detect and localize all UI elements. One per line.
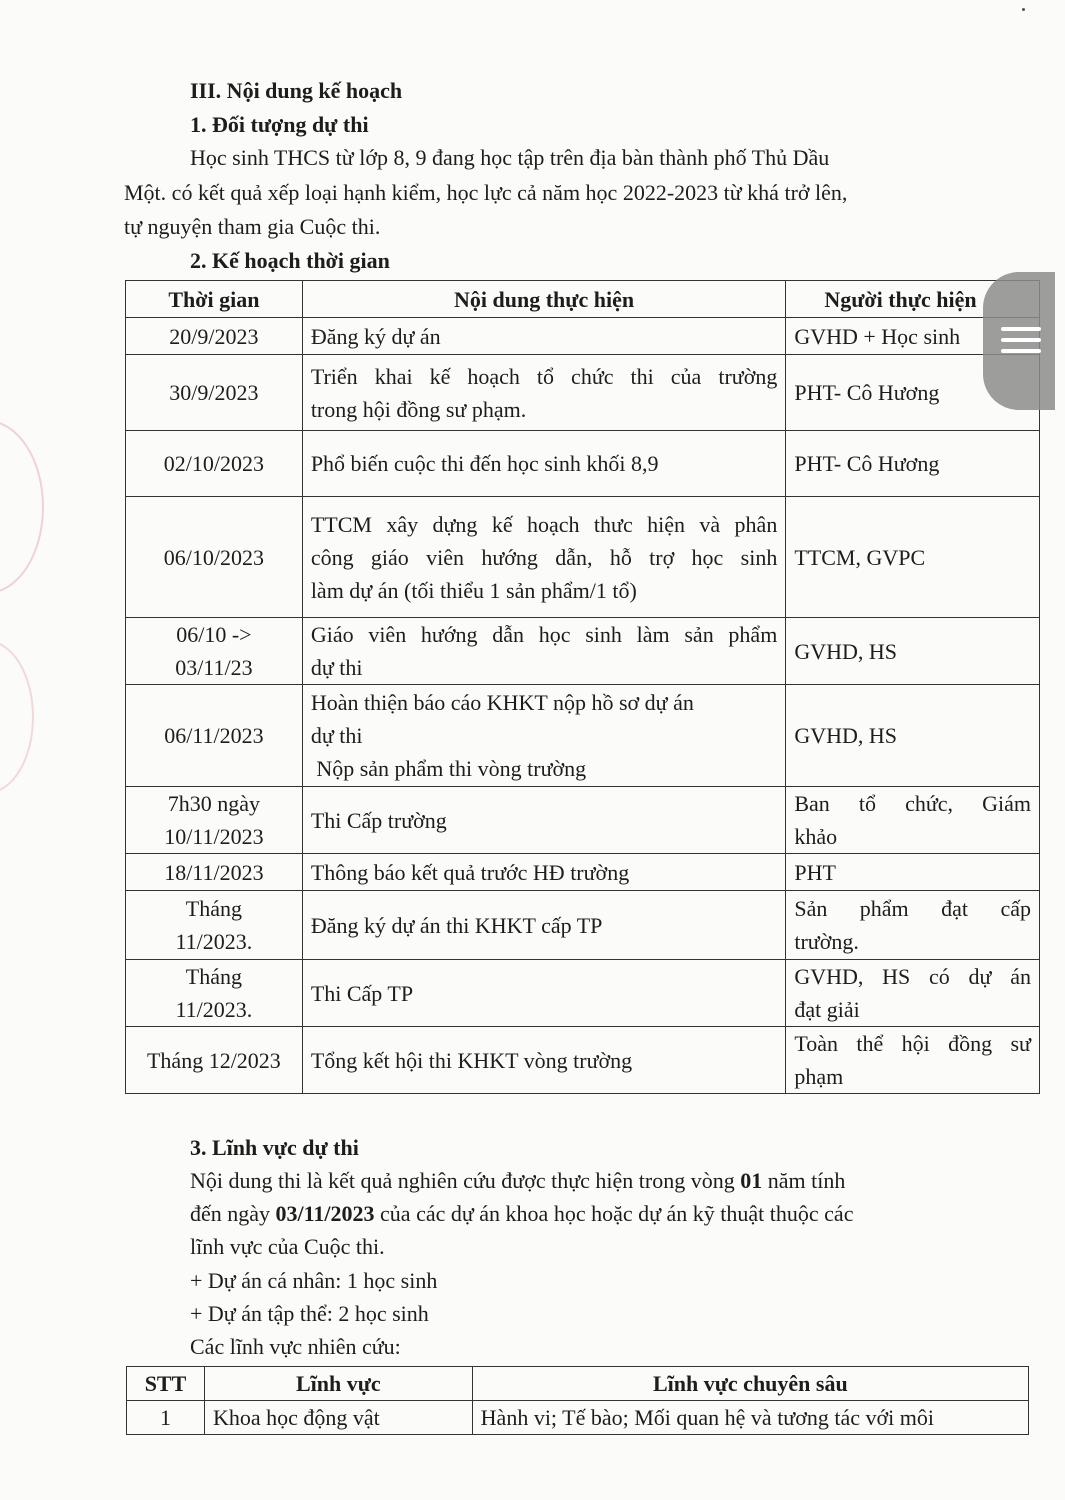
table-row — [126, 618, 1040, 685]
schedule-person — [786, 497, 1040, 618]
schedule-person-line: PHT — [794, 859, 836, 885]
schedule-time-line: Tháng — [185, 896, 242, 921]
schedule-person-line: đạt giải — [794, 997, 860, 1022]
schedule-content-line: Nộp sản phẩm thi vòng trường — [310, 756, 587, 781]
s3-p1-text: Nội dung thi là kết quả nghiên cứu được thực hiện trong vòng — [190, 1168, 741, 1193]
schedule-person-line: GVHD, HS — [794, 638, 898, 664]
schedule-time — [126, 355, 303, 431]
schedule-time — [126, 685, 303, 787]
schedule-time-line: 06/11/2023 — [164, 723, 264, 748]
schedule-content-line: dự thi — [310, 655, 363, 680]
s3-para-line-2 — [190, 1201, 853, 1227]
schedule-time — [126, 618, 303, 685]
header-time: Thời gian — [126, 281, 303, 318]
schedule-content-line: Giáo viên hướng dẫn học sinh làm sản phẩm — [310, 622, 778, 647]
handle-grip-line-icon — [1001, 327, 1041, 331]
s3-p1-tail: năm tính — [762, 1168, 846, 1193]
s3-para-line-1 — [190, 1168, 845, 1194]
speck — [1022, 8, 1025, 11]
s3-group-project: + Dự án tập thể: 2 học sinh — [190, 1301, 429, 1326]
schedule-content-line: dự thi — [310, 723, 363, 748]
schedule-person — [786, 618, 1040, 685]
schedule-content-line: Hoàn thiện báo cáo KHKT nộp hồ sơ dự án — [310, 690, 694, 715]
fields-header-field: Lĩnh vực — [204, 1367, 472, 1401]
schedule-content — [302, 431, 786, 497]
section-3-title: 3. Lĩnh vực dự thi — [190, 1135, 359, 1160]
s3-p2-bold: 03/11/2023 — [275, 1201, 375, 1226]
table-row — [127, 1401, 1029, 1435]
schedule-person — [786, 960, 1040, 1027]
schedule-person-line: trường. — [794, 929, 859, 954]
table-row — [126, 431, 1040, 497]
table-row — [126, 1027, 1040, 1094]
s1-line-2: Một. có kết quả xếp loại hạnh kiểm, học lực cả năm học 2022-2023 từ khá trở lên, — [124, 180, 848, 205]
schedule-time-line: 20/9/2023 — [169, 323, 259, 349]
schedule-person-line: TTCM, GVPC — [794, 544, 926, 570]
schedule-person-line: Ban tổ chức, Giám — [794, 791, 1031, 816]
schedule-content-line: Đăng ký dự án thi KHKT cấp TP — [310, 912, 603, 938]
s3-p2-tail: của các dự án khoa học hoặc dự án kỹ thuật thuộc các — [374, 1201, 854, 1226]
schedule-person — [786, 685, 1040, 787]
red-seal-mark-lower — [0, 640, 34, 794]
s1-line-3: tự nguyện tham gia Cuộc thi. — [124, 214, 381, 239]
schedule-time-line: 7h30 ngày — [167, 791, 261, 816]
schedule-time-line: Tháng — [185, 964, 242, 989]
schedule-content-line: Thi Cấp trường — [310, 807, 447, 833]
schedule-time-line: 11/2023. — [175, 997, 253, 1022]
field-name: Khoa học động vật — [204, 1401, 472, 1435]
schedule-person-line: Sản phẩm đạt cấp — [794, 896, 1031, 921]
table-row — [126, 891, 1040, 960]
schedule-content — [302, 318, 786, 355]
schedule-person-line: GVHD, HS — [794, 723, 898, 748]
schedule-content — [302, 685, 786, 787]
schedule-content — [302, 854, 786, 891]
schedule-time-line: 02/10/2023 — [163, 451, 265, 476]
schedule-person — [786, 431, 1040, 497]
table-row — [126, 685, 1040, 787]
s3-p1-bold: 01 — [740, 1168, 763, 1193]
schedule-table — [125, 280, 1040, 1094]
table-row — [126, 497, 1040, 618]
table-row — [126, 787, 1040, 854]
s3-individual-project: + Dự án cá nhân: 1 học sinh — [190, 1268, 438, 1293]
schedule-person — [786, 891, 1040, 960]
schedule-content-line: trong hội đồng sư phạm. — [310, 396, 527, 422]
schedule-time — [126, 854, 303, 891]
schedule-content — [302, 1027, 786, 1094]
schedule-person-line: GVHD, HS có dự án — [794, 964, 1031, 989]
schedule-content-line: Phổ biến cuộc thi đến học sinh khối 8,9 — [310, 451, 659, 476]
s1-line-1: Học sinh THCS từ lớp 8, 9 đang học tập trên địa bàn thành phố Thủ Dầu — [190, 145, 830, 170]
schedule-time-line: 18/11/2023 — [164, 859, 264, 885]
schedule-person — [786, 787, 1040, 854]
schedule-time — [126, 787, 303, 854]
fields-table — [126, 1366, 1029, 1435]
schedule-time-line: 06/10 -> — [176, 622, 252, 647]
schedule-time-line: 06/10/2023 — [163, 544, 265, 570]
fields-header-stt: STT — [127, 1367, 205, 1401]
scroll-handle[interactable] — [983, 272, 1055, 410]
schedule-content-line: TTCM xây dựng kế hoạch thưc hiện và phân — [310, 511, 778, 537]
schedule-content — [302, 891, 786, 960]
handle-grip-line-icon — [1001, 349, 1041, 353]
schedule-person-line: Toàn thể hội đồng sư — [794, 1031, 1031, 1056]
schedule-person-line: khảo — [794, 824, 838, 849]
schedule-person-line: phạm — [794, 1064, 844, 1089]
schedule-person-line: PHT- Cô Hương — [794, 451, 940, 476]
schedule-time-line: 30/9/2023 — [169, 380, 259, 405]
fields-header-detail: Lĩnh vực chuyên sâu — [472, 1367, 1028, 1401]
schedule-content — [302, 787, 786, 854]
field-detail: Hành vi; Tế bào; Mối quan hệ và tương tác với môi — [472, 1401, 1028, 1435]
fields-header-row — [127, 1367, 1029, 1401]
schedule-person-line: PHT- Cô Hương — [794, 380, 940, 405]
schedule-content-line: Đăng ký dự án — [310, 323, 441, 349]
schedule-content-line: Thi Cấp TP — [310, 980, 414, 1006]
table-row — [126, 854, 1040, 891]
handle-grip-line-icon — [1001, 338, 1041, 342]
s3-p2-text: đến ngày — [190, 1201, 276, 1226]
schedule-content-line: Thông báo kết quả trước HĐ trường — [310, 859, 630, 885]
schedule-time — [126, 497, 303, 618]
schedule-time — [126, 960, 303, 1027]
section-2-title: 2. Kế hoạch thời gian — [190, 248, 390, 273]
section-title: III. Nội dung kế hoạch — [190, 78, 403, 103]
field-stt: 1 — [127, 1401, 205, 1435]
table-row — [126, 355, 1040, 431]
schedule-content-line: Triển khai kế hoạch tổ chức thi của trường — [310, 363, 778, 389]
schedule-person — [786, 854, 1040, 891]
schedule-time — [126, 318, 303, 355]
table-row — [126, 960, 1040, 1027]
schedule-time — [126, 891, 303, 960]
schedule-header-row — [126, 281, 1040, 318]
schedule-person — [786, 1027, 1040, 1094]
schedule-content — [302, 497, 786, 618]
section-1-title: 1. Đối tượng dự thi — [190, 112, 369, 137]
header-person: Người thực hiện — [786, 281, 1040, 318]
schedule-content-line: công giáo viên hướng dẫn, hỗ trợ học sinh — [310, 544, 778, 570]
schedule-time-line: 10/11/2023 — [164, 824, 264, 849]
schedule-time-line: 11/2023. — [175, 929, 253, 954]
schedule-time-line: 03/11/23 — [175, 655, 253, 680]
s3-fields-intro: Các lĩnh vực nhiên cứu: — [190, 1334, 401, 1359]
schedule-person-line: GVHD + Học sinh — [794, 323, 961, 349]
schedule-content — [302, 618, 786, 685]
schedule-time — [126, 431, 303, 497]
table-row — [126, 318, 1040, 355]
schedule-time-line: Tháng 12/2023 — [146, 1047, 281, 1073]
schedule-content-line: làm dự án (tối thiểu 1 sản phẩm/1 tổ) — [310, 577, 637, 603]
schedule-content-line: Tổng kết hội thi KHKT vòng trường — [310, 1047, 633, 1073]
s3-para-line-3: lĩnh vực của Cuộc thi. — [190, 1234, 385, 1259]
schedule-time — [126, 1027, 303, 1094]
red-seal-mark — [0, 420, 44, 594]
schedule-content — [302, 355, 786, 431]
header-content: Nội dung thực hiện — [302, 281, 786, 318]
schedule-content — [302, 960, 786, 1027]
